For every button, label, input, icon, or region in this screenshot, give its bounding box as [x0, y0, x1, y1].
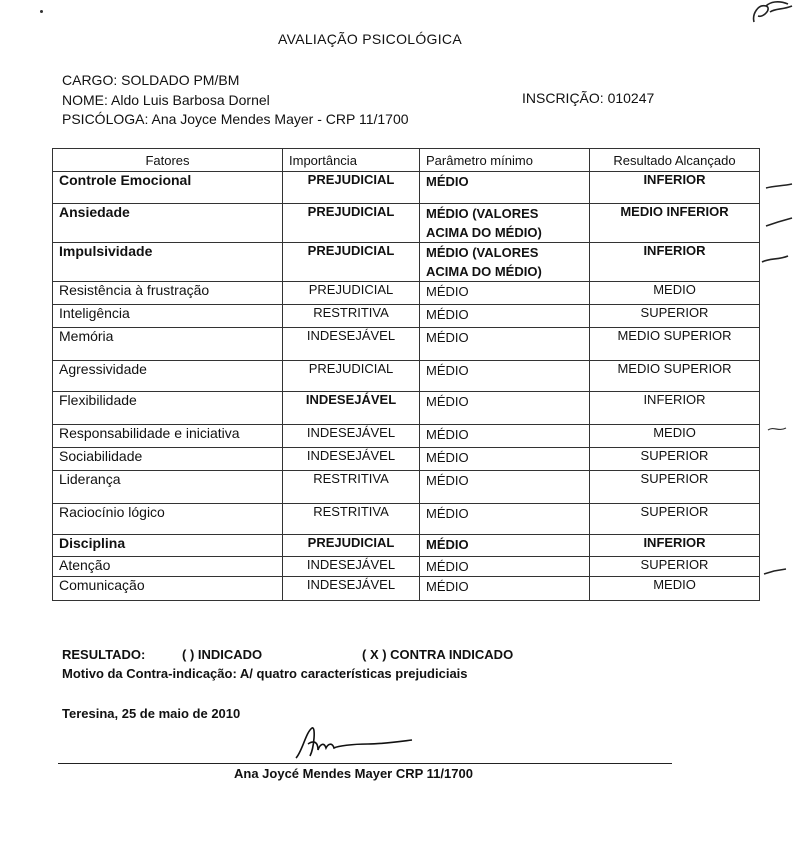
factor-cell: Ansiedade	[53, 204, 283, 243]
resultado-cell: MEDIO	[590, 577, 760, 601]
table-row	[53, 361, 760, 392]
resultado-cell: INFERIOR	[590, 172, 760, 204]
factor-cell: Raciocínio lógico	[53, 504, 283, 535]
parametro-cell: MÉDIO	[420, 577, 590, 601]
table-row	[53, 392, 760, 425]
factor-cell: Resistência à frustração	[53, 282, 283, 305]
ink-dot	[40, 10, 43, 13]
importancia-cell: RESTRITIVA	[283, 504, 420, 535]
local-data-line: Teresina, 25 de maio de 2010	[62, 706, 241, 721]
factor-cell: Disciplina	[53, 535, 283, 557]
importancia-cell: PREJUDICIAL	[283, 204, 420, 243]
resultado-cell: SUPERIOR	[590, 504, 760, 535]
table-row	[53, 305, 760, 328]
factor-cell: Atenção	[53, 557, 283, 577]
initials-mark	[748, 0, 798, 26]
nome-line: NOME: Aldo Luis Barbosa Dornel	[62, 92, 270, 108]
table-row	[53, 204, 760, 243]
resultado-cell: SUPERIOR	[590, 557, 760, 577]
parametro-cell: MÉDIO	[420, 282, 590, 305]
table-row	[53, 504, 760, 535]
importancia-cell: INDESEJÁVEL	[283, 557, 420, 577]
signatory-name: Ana Joycé Mendes Mayer CRP 11/1700	[234, 766, 473, 781]
margin-tick-mark	[764, 180, 794, 192]
parametro-cell: MÉDIO	[420, 425, 590, 448]
inscricao-line: INSCRIÇÃO: 010247	[522, 90, 655, 106]
margin-tick-mark	[762, 566, 788, 578]
resultado-cell: INFERIOR	[590, 243, 760, 282]
parametro-cell: MÉDIO (VALORES ACIMA DO MÉDIO)	[420, 204, 590, 243]
table-row	[53, 425, 760, 448]
table-header-row	[53, 149, 760, 172]
psicologa-line: PSICÓLOGA: Ana Joyce Mendes Mayer - CRP 11/1700	[62, 111, 409, 127]
parametro-cell: MÉDIO	[420, 328, 590, 361]
document-title: AVALIAÇÃO PSICOLÓGICA	[278, 31, 462, 47]
table-row	[53, 243, 760, 282]
header-importancia: Importância	[283, 149, 420, 172]
parametro-cell: MÉDIO (VALORES ACIMA DO MÉDIO)	[420, 243, 590, 282]
table-row	[53, 282, 760, 305]
table-row	[53, 448, 760, 471]
factor-cell: Memória	[53, 328, 283, 361]
header-parametro: Parâmetro mínimo	[420, 149, 590, 172]
parametro-cell: MÉDIO	[420, 448, 590, 471]
resultado-cell: MEDIO SUPERIOR	[590, 361, 760, 392]
indicado-option: ( ) INDICADO	[182, 647, 263, 662]
header-fatores: Fatores	[53, 149, 283, 172]
table-row	[53, 535, 760, 557]
importancia-cell: RESTRITIVA	[283, 305, 420, 328]
resultado-cell: MEDIO	[590, 282, 760, 305]
factor-cell: Liderança	[53, 471, 283, 504]
factor-cell: Responsabilidade e iniciativa	[53, 425, 283, 448]
resultado-cell: MEDIO SUPERIOR	[590, 328, 760, 361]
factor-cell: Inteligência	[53, 305, 283, 328]
parametro-cell: MÉDIO	[420, 557, 590, 577]
header-resultado: Resultado Alcançado	[590, 149, 760, 172]
importancia-cell: INDESEJÁVEL	[283, 328, 420, 361]
importancia-cell: PREJUDICIAL	[283, 535, 420, 557]
table-row	[53, 328, 760, 361]
margin-tick-mark	[760, 254, 790, 266]
parametro-cell: MÉDIO	[420, 361, 590, 392]
table-row	[53, 172, 760, 204]
importancia-cell: PREJUDICIAL	[283, 282, 420, 305]
table-row	[53, 557, 760, 577]
importancia-cell: PREJUDICIAL	[283, 172, 420, 204]
factor-cell: Agressividade	[53, 361, 283, 392]
resultado-cell: SUPERIOR	[590, 448, 760, 471]
table-row	[53, 471, 760, 504]
importancia-cell: INDESEJÁVEL	[283, 425, 420, 448]
factor-cell: Controle Emocional	[53, 172, 283, 204]
signature-line	[58, 763, 672, 764]
resultado-cell: MEDIO	[590, 425, 760, 448]
evaluation-table	[52, 148, 760, 601]
factor-cell: Flexibilidade	[53, 392, 283, 425]
parametro-cell: MÉDIO	[420, 535, 590, 557]
factor-cell: Comunicação	[53, 577, 283, 601]
margin-tick-mark	[766, 424, 788, 434]
table-row	[53, 577, 760, 601]
importancia-cell: INDESEJÁVEL	[283, 448, 420, 471]
resultado-cell: MEDIO INFERIOR	[590, 204, 760, 243]
factor-cell: Sociabilidade	[53, 448, 283, 471]
motivo-line: Motivo da Contra-indicação: A/ quatro características prejudiciais	[62, 666, 468, 681]
importancia-cell: PREJUDICIAL	[283, 243, 420, 282]
importancia-cell: RESTRITIVA	[283, 471, 420, 504]
handwritten-signature	[292, 722, 422, 766]
parametro-cell: MÉDIO	[420, 172, 590, 204]
resultado-cell: SUPERIOR	[590, 305, 760, 328]
margin-tick-mark	[764, 216, 794, 230]
parametro-cell: MÉDIO	[420, 471, 590, 504]
parametro-cell: MÉDIO	[420, 504, 590, 535]
contra-indicado-option: ( X ) CONTRA INDICADO	[362, 647, 514, 662]
table-body	[53, 172, 760, 601]
parametro-cell: MÉDIO	[420, 392, 590, 425]
resultado-cell: SUPERIOR	[590, 471, 760, 504]
factor-cell: Impulsividade	[53, 243, 283, 282]
importancia-cell: INDESEJÁVEL	[283, 577, 420, 601]
cargo-line: CARGO: SOLDADO PM/BM	[62, 72, 240, 88]
resultado-label: RESULTADO:	[62, 647, 146, 662]
importancia-cell: PREJUDICIAL	[283, 361, 420, 392]
parametro-cell: MÉDIO	[420, 305, 590, 328]
importancia-cell: INDESEJÁVEL	[283, 392, 420, 425]
resultado-cell: INFERIOR	[590, 535, 760, 557]
resultado-cell: INFERIOR	[590, 392, 760, 425]
